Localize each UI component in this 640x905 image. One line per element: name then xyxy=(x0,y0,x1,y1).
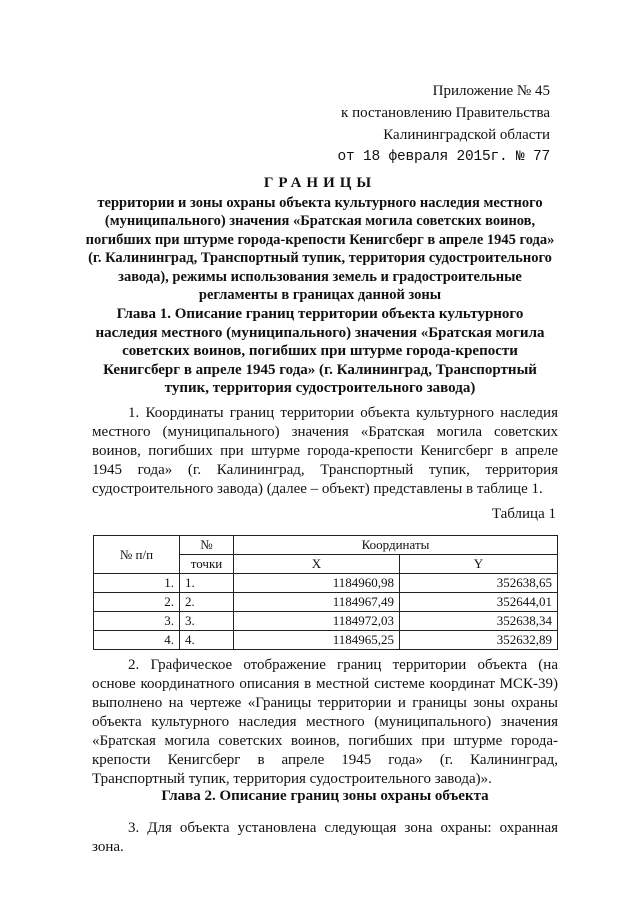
cell-x: 1184972,03 xyxy=(234,612,400,631)
header-y: Y xyxy=(400,555,558,574)
cell-y: 352632,89 xyxy=(400,631,558,650)
document-title xyxy=(80,174,560,305)
appendix-region: Калининградской области xyxy=(383,127,550,143)
cell-x: 1184960,98 xyxy=(234,574,400,593)
cell-num: 4. xyxy=(94,631,180,650)
cell-y: 352638,65 xyxy=(400,574,558,593)
table-row xyxy=(94,612,558,631)
chapter-1-heading: Глава 1. Описание границ территории объекта культурного наследия местного (муниципального) значения «Братская могила советских воинов, погибших при штурме города-крепости Кенигсберг в апреле 1945 года» (г. Калининград, Транспортный тупик, территория судостроительного завода) xyxy=(95,306,545,396)
cell-point: 2. xyxy=(180,593,234,612)
header-point-top: № xyxy=(180,536,234,555)
cell-num: 3. xyxy=(94,612,180,631)
table-row xyxy=(94,631,558,650)
cell-y: 352644,01 xyxy=(400,593,558,612)
cell-x: 1184965,25 xyxy=(234,631,400,650)
coordinates-table xyxy=(93,535,558,650)
cell-point: 4. xyxy=(180,631,234,650)
table-row xyxy=(94,593,558,612)
paragraph-2: 2. Графическое отображение границ территории объекта (на основе координатного описания в местной системе координат МСК-39) выполнено на чертеже «Границы территории и границы зоны охраны объекта культурного наследия местного (муниципального) значения «Братская могила советских воинов, погибших при штурме города-крепости Кенигсберг в апреле 1945 года» (г. Калининград, Транспортный тупик, территория судостроительного завода)». xyxy=(92,657,558,787)
chapter-2-heading: Глава 2. Описание границ зоны охраны объекта xyxy=(161,788,489,804)
header-point-bottom: точки xyxy=(180,555,234,574)
appendix-block xyxy=(300,80,550,168)
paragraph-3: 3. Для объекта установлена следующая зона охраны: охранная зона. xyxy=(92,820,558,855)
cell-num: 2. xyxy=(94,593,180,612)
cell-x: 1184967,49 xyxy=(234,593,400,612)
paragraph-1: 1. Координаты границ территории объекта культурного наследия местного (муниципального) значения «Братская могила советских воинов, погибших при штурме города-крепости Кенигсберг в апреле 1945 года» (г. Калининград, Транспортный тупик, территория судостроительного завода) (далее – объект) представлены в таблице 1. xyxy=(92,405,558,497)
appendix-decree: к постановлению Правительства xyxy=(341,105,550,121)
header-coordinates: Координаты xyxy=(234,536,558,555)
cell-y: 352638,34 xyxy=(400,612,558,631)
table-row xyxy=(94,574,558,593)
cell-point: 3. xyxy=(180,612,234,631)
table-caption: Таблица 1 xyxy=(491,506,556,522)
appendix-date: от 18 февраля 2015г. № 77 xyxy=(337,149,550,165)
title-text: территории и зоны охраны объекта культурного наследия местного (муниципального) значения «Братская могила советских воинов, погибших при штурме города-крепости Кенигсберг в апреле 1945 года» (г. Калининград, Транспортный тупик, территория судостроительного завода), режимы использования земель и градостроительные регламенты в границах данной зоны xyxy=(85,194,555,303)
cell-point: 1. xyxy=(180,574,234,593)
title-heading: ГРАНИЦЫ xyxy=(263,175,377,191)
header-num: № п/п xyxy=(94,536,180,574)
header-x: X xyxy=(234,555,400,574)
appendix-number: Приложение № 45 xyxy=(432,83,550,99)
cell-num: 1. xyxy=(94,574,180,593)
